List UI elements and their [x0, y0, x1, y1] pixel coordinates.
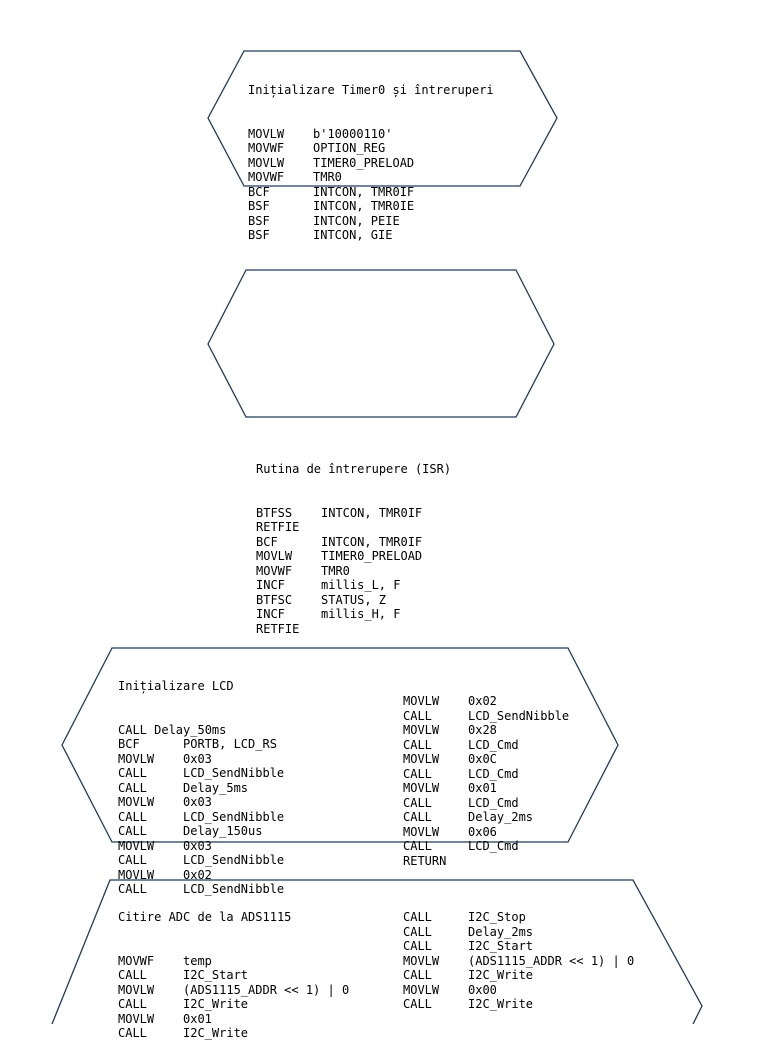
instruction-operand: OPTION_REG	[313, 141, 386, 155]
instruction-mnemonic: MOVLW	[118, 982, 155, 997]
code-line	[248, 228, 494, 243]
instruction-mnemonic: CALL	[403, 968, 432, 982]
instruction-operand: 0x02	[183, 867, 212, 882]
code-line	[118, 752, 284, 767]
code-line	[256, 578, 451, 593]
code-line	[256, 593, 451, 608]
instruction-operand: STATUS, Z	[321, 592, 387, 607]
code-line	[118, 997, 349, 1012]
instruction-operand: INTCON, GIE	[313, 228, 393, 242]
instruction-mnemonic: CALL	[118, 824, 147, 838]
timer0-init-lines	[248, 127, 494, 243]
code-line	[403, 723, 569, 738]
instruction-operand: I2C_Write	[183, 997, 249, 1011]
isr-block	[256, 433, 451, 651]
code-line	[403, 752, 569, 767]
code-line	[118, 737, 284, 752]
code-line	[248, 199, 494, 214]
code-line	[256, 607, 451, 622]
code-line	[118, 723, 284, 738]
instruction-mnemonic: MOVWF	[248, 170, 285, 184]
instruction-mnemonic: CALL	[403, 910, 432, 924]
instruction-operand: Delay_2ms	[468, 924, 534, 939]
instruction-mnemonic: CALL	[403, 839, 432, 853]
instruction-operand: I2C_Write	[183, 1026, 249, 1040]
instruction-mnemonic: CALL	[403, 766, 432, 781]
instruction-mnemonic: MOVLW	[118, 795, 155, 809]
instruction-mnemonic: MOVWF	[118, 953, 155, 968]
isr-lines	[256, 506, 451, 637]
lcd-init-left-lines	[118, 723, 284, 897]
instruction-operand: PORTB, LCD_RS	[183, 737, 277, 751]
adc-read-right-lines	[403, 910, 634, 1012]
instruction-mnemonic: MOVLW	[403, 982, 440, 997]
instruction-operand: LCD_Cmd	[468, 839, 519, 853]
instruction-mnemonic: MOVLW	[118, 751, 155, 766]
code-line	[118, 1026, 349, 1041]
instruction-mnemonic: MOVLW	[248, 155, 285, 170]
instruction-mnemonic: RETFIE	[256, 520, 300, 534]
code-line	[248, 156, 494, 171]
code-line	[118, 781, 284, 796]
instruction-operand: 0x03	[183, 838, 212, 853]
instruction-mnemonic: CALL	[403, 939, 432, 953]
instruction-mnemonic: MOVLW	[403, 781, 440, 795]
code-line	[256, 549, 451, 564]
code-line	[118, 766, 284, 781]
code-line	[248, 185, 494, 200]
instruction-operand: I2C_Write	[468, 997, 534, 1011]
timer0-init-title: Inițializare Timer0 și întreruperi	[248, 83, 494, 97]
code-line	[118, 868, 284, 883]
instruction-mnemonic: CALL	[403, 795, 432, 810]
instruction-mnemonic: CALL	[118, 882, 147, 896]
adc-read-right-block	[403, 881, 634, 1026]
instruction-mnemonic: MOVLW	[118, 1011, 155, 1026]
instruction-operand: LCD_SendNibble	[183, 882, 285, 896]
instruction-operand: 0x0C	[468, 752, 497, 766]
instruction-operand: b'10000110'	[313, 126, 393, 141]
lcd-init-right-block	[403, 665, 569, 883]
instruction-mnemonic: CALL	[118, 968, 147, 982]
code-line	[403, 825, 569, 840]
instruction-mnemonic: CALL	[403, 737, 432, 752]
code-line	[118, 810, 284, 825]
code-line	[403, 954, 634, 969]
instruction-operand: 0x28	[468, 723, 497, 737]
instruction-mnemonic: BSF	[248, 213, 270, 228]
instruction-mnemonic: MOVLW	[403, 953, 440, 968]
instruction-mnemonic: RETFIE	[256, 621, 300, 636]
code-line	[118, 839, 284, 854]
instruction-operand: Delay_2ms	[468, 810, 534, 824]
code-line	[248, 127, 494, 142]
instruction-operand: INTCON, PEIE	[313, 213, 400, 228]
instruction-mnemonic: BTFSS	[256, 505, 293, 520]
instruction-mnemonic: CALL	[118, 997, 147, 1011]
instruction-mnemonic: MOVLW	[256, 549, 293, 563]
code-line	[118, 968, 349, 983]
instruction-mnemonic: BSF	[248, 228, 270, 242]
code-line	[403, 810, 569, 825]
instruction-mnemonic: CALL	[118, 853, 147, 867]
lcd-init-left-block	[118, 650, 284, 911]
instruction-mnemonic: MOVWF	[248, 141, 285, 155]
instruction-mnemonic: MOVLW	[403, 824, 440, 839]
instruction-operand: LCD_Cmd	[468, 795, 519, 810]
isr-title: Rutina de întrerupere (ISR)	[256, 462, 452, 476]
code-line	[256, 564, 451, 579]
instruction-operand: TMR0	[321, 563, 350, 578]
code-line	[403, 983, 634, 998]
instruction-mnemonic: INCF	[256, 578, 285, 592]
code-line	[403, 925, 634, 940]
code-line	[248, 214, 494, 229]
instruction-mnemonic: MOVLW	[403, 723, 440, 737]
instruction-operand: 0x03	[183, 795, 212, 809]
code-line	[248, 170, 494, 185]
adc-read-title: Citire ADC de la ADS1115	[118, 910, 292, 924]
instruction-mnemonic: RETURN	[403, 853, 447, 868]
instruction-mnemonic: BCF	[248, 184, 270, 199]
empty-hexagon	[208, 270, 554, 417]
instruction-mnemonic: BCF	[256, 534, 278, 549]
code-line	[403, 781, 569, 796]
instruction-mnemonic: MOVLW	[403, 752, 440, 766]
code-line	[403, 709, 569, 724]
instruction-operand: millis_L, F	[321, 578, 401, 592]
instruction-operand: 0x01	[468, 781, 497, 795]
timer0-init-block	[248, 54, 494, 257]
code-line	[403, 694, 569, 709]
code-line	[403, 738, 569, 753]
instruction-operand: 0x02	[468, 694, 497, 708]
instruction-operand: millis_H, F	[321, 607, 401, 621]
instruction-mnemonic: MOVLW	[403, 694, 440, 708]
instruction-operand: 0x01	[183, 1011, 212, 1026]
instruction-operand: LCD_Cmd	[468, 766, 519, 781]
instruction-operand: LCD_SendNibble	[183, 766, 285, 780]
instruction-mnemonic: CALL	[403, 924, 432, 939]
instruction-mnemonic: BCF	[118, 737, 140, 751]
code-line	[403, 997, 634, 1012]
instruction-mnemonic: CALL	[403, 708, 432, 723]
instruction-operand: INTCON, TMR0IF	[321, 534, 423, 549]
instruction-mnemonic: MOVLW	[118, 867, 155, 882]
instruction-mnemonic: CALL	[403, 810, 432, 824]
lcd-init-title: Inițializare LCD	[118, 679, 234, 693]
instruction-operand: 0x06	[468, 824, 497, 839]
instruction-operand: I2C_Start	[468, 939, 534, 953]
code-line	[118, 853, 284, 868]
instruction-mnemonic: INCF	[256, 607, 285, 621]
code-line	[256, 535, 451, 550]
instruction-mnemonic: MOVLW	[118, 838, 155, 853]
instruction-mnemonic: CALL	[403, 997, 432, 1011]
instruction-operand: TIMER0_PRELOAD	[313, 155, 415, 170]
code-line	[118, 983, 349, 998]
code-line	[403, 939, 634, 954]
instruction-mnemonic: CALL	[118, 766, 147, 780]
instruction-operand: INTCON, TMR0IF	[321, 505, 423, 520]
instruction-operand: (ADS1115_ADDR << 1) | 0	[468, 953, 635, 968]
code-line	[248, 141, 494, 156]
instruction-mnemonic: CALL	[118, 780, 147, 795]
instruction-mnemonic: MOVLW	[248, 126, 285, 141]
instruction-operand: 0x00	[468, 982, 497, 997]
instruction-operand: INTCON, TMR0IF	[313, 184, 415, 199]
instruction-operand: temp	[183, 953, 212, 968]
code-line	[256, 622, 451, 637]
instruction-operand: TMR0	[313, 170, 342, 184]
instruction-mnemonic: BSF	[248, 199, 270, 213]
code-line	[118, 795, 284, 810]
instruction-operand: LCD_SendNibble	[183, 809, 285, 824]
code-line	[118, 824, 284, 839]
instruction-mnemonic: CALL	[118, 1026, 147, 1040]
instruction-operand: Delay_5ms	[183, 780, 249, 795]
instruction-mnemonic: BTFSC	[256, 592, 293, 607]
instruction-operand: INTCON, TMR0IE	[313, 199, 415, 213]
instruction-mnemonic: MOVWF	[256, 563, 293, 578]
instruction-mnemonic: CALL	[118, 809, 147, 824]
code-line	[403, 839, 569, 854]
code-line	[403, 968, 634, 983]
code-line	[403, 767, 569, 782]
instruction-operand: (ADS1115_ADDR << 1) | 0	[183, 982, 350, 997]
instruction-operand: LCD_SendNibble	[468, 708, 570, 723]
code-line	[403, 796, 569, 811]
instruction-operand: Delay_150us	[183, 824, 263, 838]
code-line	[403, 910, 634, 925]
lcd-init-right-lines	[403, 694, 569, 868]
code-line	[403, 854, 569, 869]
adc-read-left-lines	[118, 954, 349, 1041]
instruction-operand: I2C_Start	[183, 968, 249, 982]
instruction-operand: LCD_Cmd	[468, 737, 519, 752]
code-line	[256, 506, 451, 521]
instruction-operand: I2C_Stop	[468, 910, 526, 924]
instruction-operand: I2C_Write	[468, 968, 534, 982]
code-line	[118, 954, 349, 969]
adc-read-left-block	[118, 881, 349, 1055]
code-line	[256, 520, 451, 535]
instruction-mnemonic: CALL Delay_50ms	[118, 722, 227, 737]
instruction-operand: 0x03	[183, 751, 212, 766]
instruction-operand: LCD_SendNibble	[183, 853, 285, 867]
instruction-operand: TIMER0_PRELOAD	[321, 549, 423, 563]
